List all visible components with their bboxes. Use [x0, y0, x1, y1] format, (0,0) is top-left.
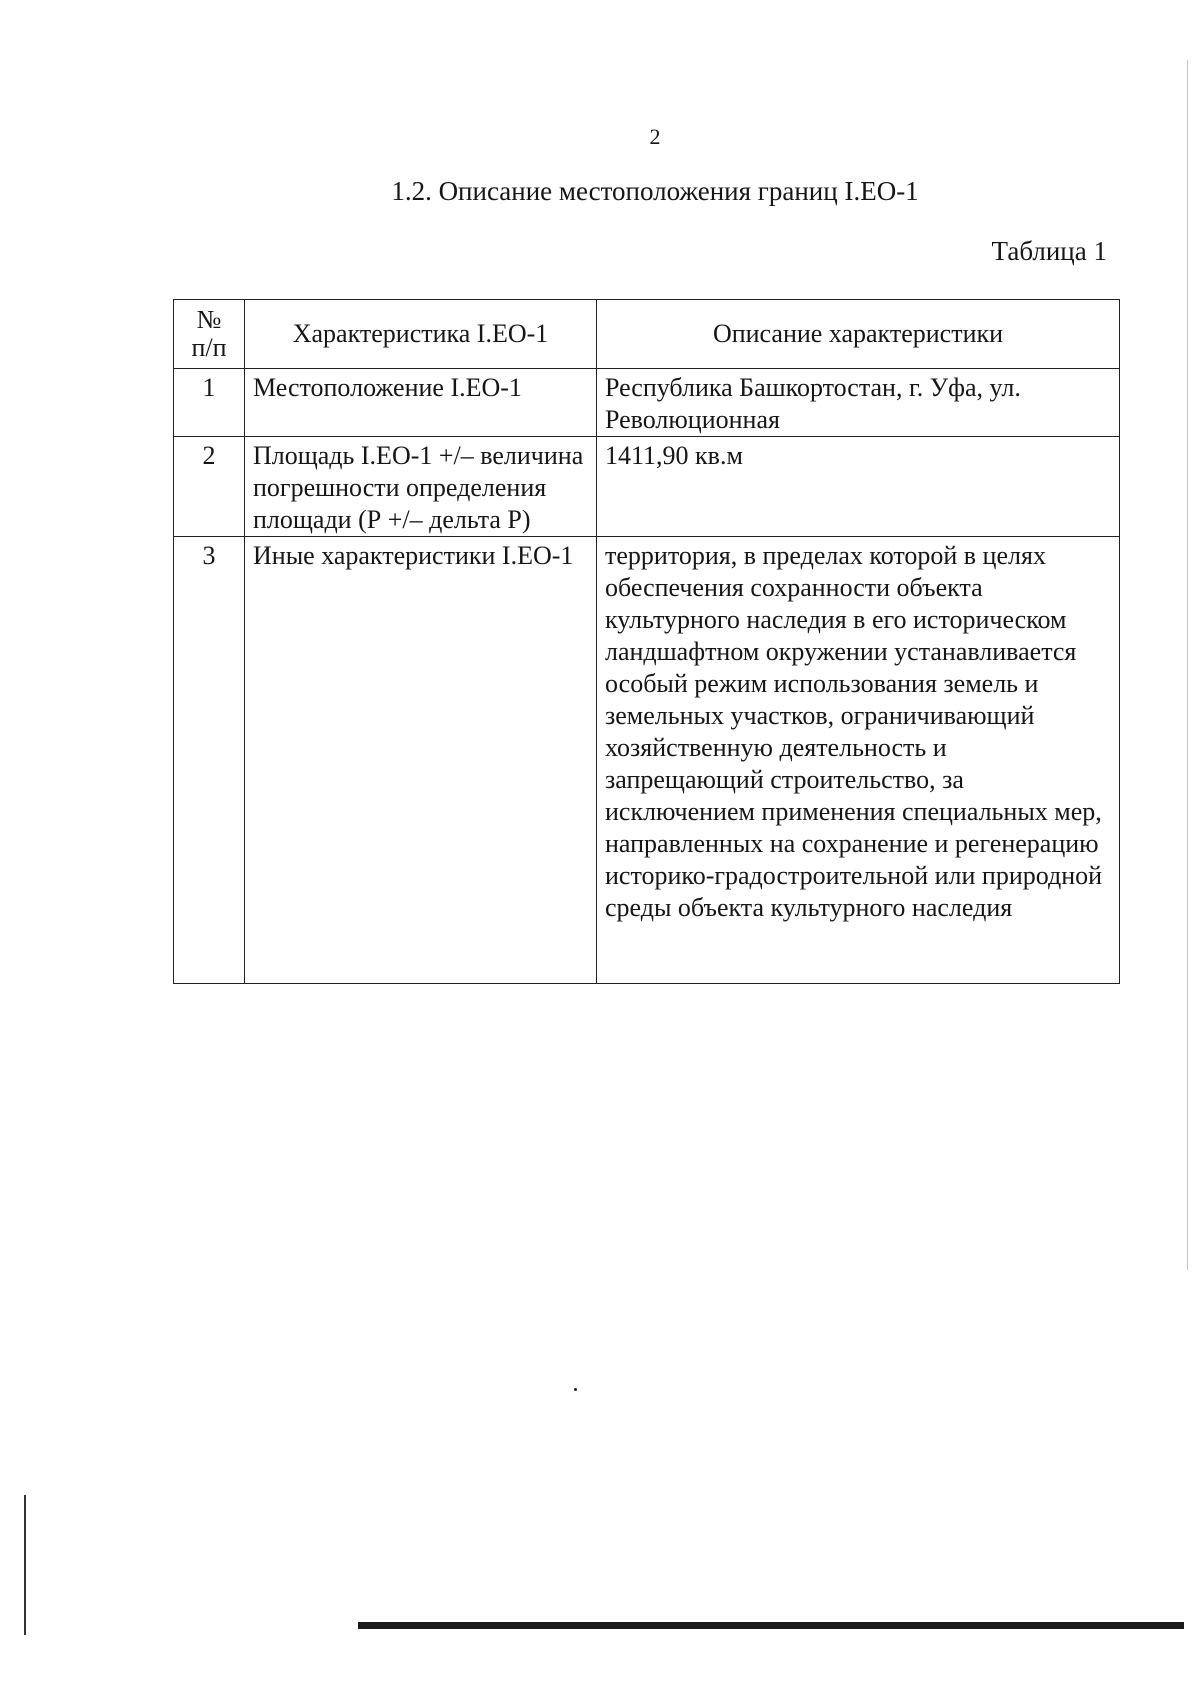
row-number: 1 [174, 369, 245, 437]
header-number-pp: п/п [191, 333, 227, 362]
table-row [174, 537, 1120, 984]
row-characteristic: Иные характеристики I.ЕО-1 [245, 537, 597, 984]
section-title: 1.2. Описание местоположения границ I.ЕО-1 [391, 176, 919, 206]
row-description: территория, в пределах которой в целях обеспечения сохранности объекта культурного наследия в его историческом ландшафтном окружении устанавливается особый режим использования земель и земельных участков, ограничивающий хозяйственную деятельность и запрещающий строительство, за исключением применения специальных мер, направленных на сохранение и регенерацию историко-градостроительной или природной среды объекта культурного наследия [597, 537, 1120, 984]
table-row [174, 369, 1120, 437]
header-description: Описание характеристики [597, 300, 1120, 369]
header-characteristic: Характеристика I.ЕО-1 [245, 300, 597, 369]
scan-bottom-bar [358, 1622, 1184, 1629]
row-description: 1411,90 кв.м [597, 437, 1120, 537]
scan-edge-line [1187, 60, 1188, 1270]
table-caption: Таблица 1 [991, 236, 1107, 266]
characteristics-table [173, 299, 1120, 984]
table-row [174, 437, 1120, 537]
row-number: 3 [174, 537, 245, 984]
row-characteristic: Местоположение I.ЕО-1 [245, 369, 597, 437]
scan-edge-line [24, 1495, 26, 1635]
header-number-sign: № [196, 305, 222, 334]
row-description: Республика Башкортостан, г. Уфа, ул. Революционная [597, 369, 1120, 437]
row-characteristic: Площадь I.ЕО-1 +/– величина погрешности определения площади (Р +/– дельта Р) [245, 437, 597, 537]
header-number [174, 300, 245, 369]
table-header-row [174, 300, 1120, 369]
scan-speck [574, 1388, 577, 1391]
row-number: 2 [174, 437, 245, 537]
page-number: 2 [649, 124, 661, 149]
